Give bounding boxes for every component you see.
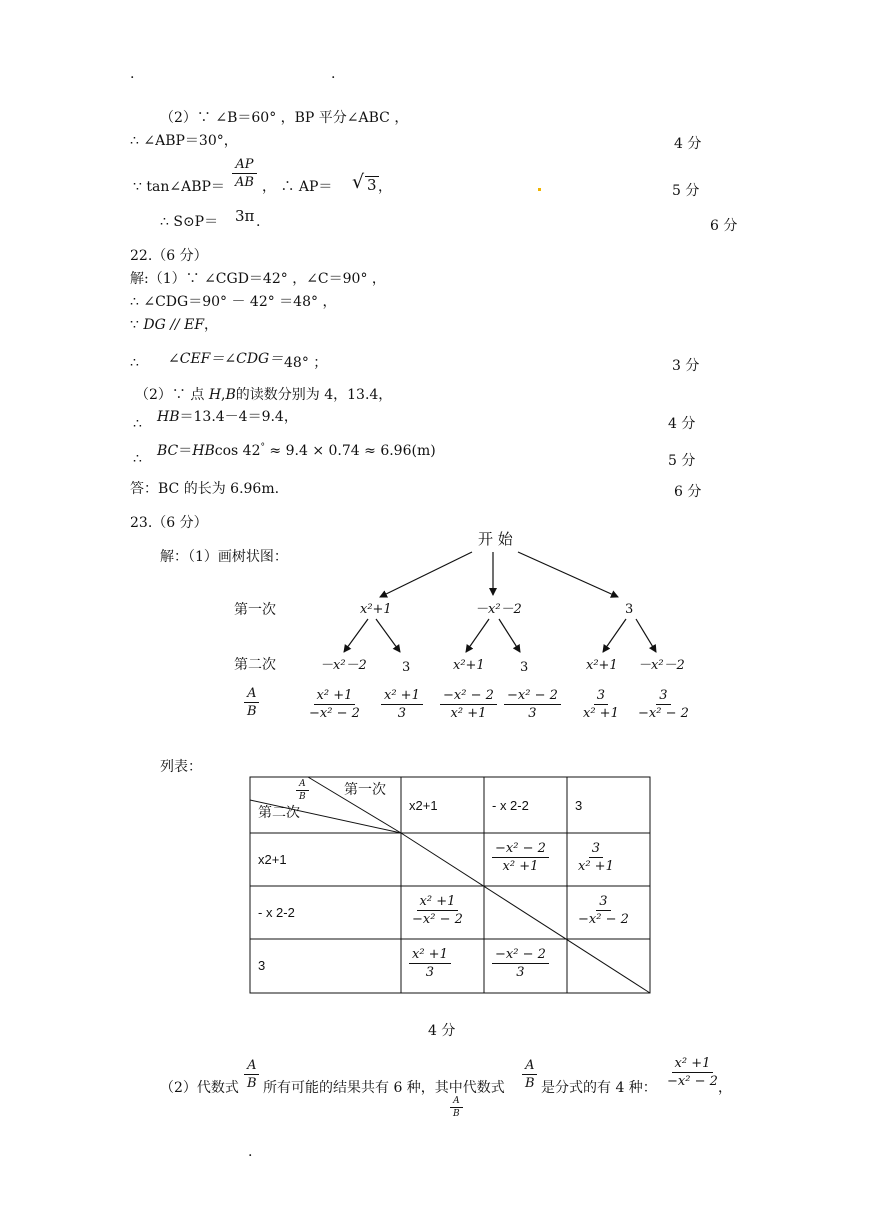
fraction-numerator: −x² − 2: [492, 947, 549, 964]
footer-dot: .: [248, 1144, 253, 1160]
q22-line6-therefore: ∴: [133, 416, 142, 432]
q22-line7-hb: HB: [192, 443, 215, 459]
q22-line5-comma: ,: [221, 387, 226, 403]
fraction-denominator: B: [247, 1076, 257, 1091]
q21-line1: （2）∵ ∠B＝60° ，BP 平分∠ABC ，: [160, 110, 409, 126]
tree-level2-label: 第二次: [234, 657, 276, 673]
q22-line3-prefix: ∵: [130, 317, 144, 333]
fraction-numerator: 3: [656, 688, 670, 705]
fraction-denominator: B: [247, 704, 257, 719]
fraction-denominator: −x² − 2: [309, 706, 360, 721]
q22-answer-score: 6 分: [674, 484, 702, 500]
q22-line3-suffix: ，: [204, 317, 219, 333]
q21-line4-value: 3π: [235, 207, 255, 225]
fraction-numerator: AP: [232, 157, 256, 174]
table-cell-r3-c1: [409, 947, 451, 980]
fraction-numerator: −x² − 2: [440, 688, 497, 705]
q22-line5-b: B: [225, 387, 236, 403]
tree-first-node-1: x²+1: [360, 602, 392, 617]
fraction-numerator: A: [522, 1058, 537, 1075]
table-label: 列表：: [160, 759, 202, 775]
q21-line4-text: ∴ S⊙P＝: [160, 214, 219, 230]
q22-line6-calc: ＝13.4－4＝9.4，: [179, 409, 298, 425]
table-cell-r3-c2: [492, 947, 549, 980]
tree-second-node-4: 3: [520, 660, 529, 675]
q21-sqrt-value: 3: [367, 176, 377, 194]
q22-line4-score: 3 分: [672, 358, 700, 374]
q22-answer: 答：BC 的长为 6.96m.: [130, 481, 280, 497]
fraction-denominator: x² +1: [450, 706, 487, 721]
fraction-numerator: 3: [594, 688, 608, 705]
table-row-header-3: 3: [258, 958, 266, 973]
q22-line6-score: 4 分: [668, 416, 696, 432]
table-row-header-1: x2+1: [258, 852, 287, 867]
q22-line7-score: 5 分: [668, 453, 696, 469]
fraction-numerator: A: [244, 686, 259, 703]
q22-line3-parallel: DG // EF: [143, 317, 205, 333]
fraction-denominator: 3: [516, 965, 525, 980]
q21-line3-end: ，: [378, 179, 392, 195]
q22-line7-result: ≈ 9.4 × 0.74 ≈ 6.96(m): [264, 443, 436, 459]
fraction-denominator: x² +1: [502, 859, 539, 874]
tree-first-node-3: 3: [625, 602, 634, 617]
tree-first-node-2: －x²－2: [475, 602, 522, 617]
fraction-numerator: x² +1: [314, 688, 356, 705]
fraction-numerator: A: [244, 1058, 259, 1075]
fraction-denominator: 3: [528, 706, 537, 721]
q22-line5-suffix: 的读数分别为 4，13.4，: [235, 387, 393, 403]
fraction-denominator: B: [453, 1109, 460, 1119]
fraction-denominator: −x² − 2: [638, 706, 689, 721]
tree-second-node-2: 3: [402, 660, 411, 675]
tree-level1-label: 第一次: [234, 602, 276, 618]
fraction-denominator: x² +1: [578, 859, 614, 874]
table-cell-r1-c3: [575, 841, 617, 874]
q23-part2-fraction-1: [244, 1058, 260, 1091]
fraction-denominator: 3: [425, 965, 435, 980]
tree-second-node-3: x²+1: [453, 658, 485, 673]
q22-line7-bc: BC: [157, 443, 179, 459]
fraction-numerator: x² +1: [417, 894, 459, 911]
fraction-denominator: −x² − 2: [412, 912, 463, 927]
fraction-denominator: 3: [397, 706, 407, 721]
fraction-denominator: B: [299, 792, 306, 802]
q23-part2-suffix: 是分式的有 4 种：: [541, 1080, 657, 1096]
table-row-header-2: - x 2-2: [258, 905, 295, 920]
tree-second-node-6: －x²－2: [638, 658, 685, 673]
fraction-denominator: AB: [235, 175, 254, 190]
fraction-numerator: −x² − 2: [492, 841, 549, 858]
q21-line2: ∴ ∠ABP＝30°，: [130, 133, 238, 149]
table-score: 4 分: [428, 1023, 456, 1039]
q22-line4-therefore: ∴: [130, 355, 139, 371]
q22-line5-prefix: （2）∵ 点: [135, 387, 205, 403]
q23-intro: 解：（1）画树状图：: [160, 549, 288, 565]
table-corner-bottom: 第二次: [258, 805, 300, 821]
q22-line7-therefore: ∴: [133, 451, 142, 467]
fraction-denominator: −x² − 2: [667, 1074, 718, 1089]
fraction-numerator: A: [296, 779, 309, 791]
q21-line2-score: 4 分: [674, 136, 702, 152]
q22-title: 22.（6 分）: [130, 248, 208, 264]
fraction-denominator: −x² − 2: [578, 912, 629, 927]
q23-part2-end: ，: [718, 1080, 732, 1096]
q21-line4-end: .: [256, 214, 261, 230]
table-corner-top: 第一次: [344, 782, 386, 798]
sqrt-icon: √: [352, 171, 365, 193]
q22-line6-hb: HB: [157, 409, 180, 425]
fraction-numerator: 3: [596, 894, 610, 911]
q23-part2-middle: 所有可能的结果共有 6 种，其中代数式: [263, 1080, 505, 1096]
q22-line5-h: H: [208, 387, 222, 403]
q21-line3-score: 5 分: [672, 183, 700, 199]
q21-line4-score: 6 分: [710, 218, 738, 234]
fraction-numerator: A: [450, 1096, 463, 1108]
q21-line3-mid: ， ∴ AP＝: [262, 179, 333, 195]
table-cell-r2-c1: [409, 894, 466, 927]
q22-line7-cos: cos 42: [214, 443, 261, 459]
tree-second-node-5: x²+1: [586, 658, 618, 673]
q22-line4-equation: ∠CEF＝∠CDG＝: [168, 351, 284, 367]
q23-part2-fraction-2: [522, 1058, 538, 1091]
q22-line2: ∴ ∠CDG＝90° － 42° ＝48° ，: [130, 294, 337, 310]
fraction-denominator: B: [525, 1076, 535, 1091]
q22-line4-value: 48° ；: [284, 355, 328, 371]
q22-line7-degree: °: [260, 442, 265, 453]
table-col-header-2: - x 2-2: [492, 798, 529, 813]
table-cell-r2-c3: [575, 894, 632, 927]
table-col-header-1: x2+1: [409, 798, 438, 813]
fraction-denominator: x² +1: [583, 706, 619, 721]
fraction-numerator: x² +1: [381, 688, 423, 705]
q21-line3-text: ∵ tan∠ABP＝: [133, 179, 225, 195]
table-col-header-3: 3: [575, 798, 583, 813]
q23-part2-prefix: （2）代数式: [160, 1080, 239, 1096]
tree-start: 开 始: [478, 530, 513, 548]
q23-part2-result-fraction: [664, 1056, 721, 1089]
header-dot-left: .: [130, 66, 135, 82]
q22-line7-eq: ＝: [178, 443, 193, 459]
fraction-numerator: x² +1: [672, 1056, 714, 1073]
table-cell-r1-c2: [492, 841, 549, 874]
q23-title: 23.（6 分）: [130, 515, 208, 531]
fraction-numerator: 3: [589, 841, 603, 858]
q22-line1: 解:（1）∵ ∠CGD＝42° ，∠C＝90° ，: [130, 271, 386, 287]
fraction-numerator: −x² − 2: [504, 688, 561, 705]
tree-second-node-1: －x²－2: [320, 658, 367, 673]
fraction-numerator: x² +1: [409, 947, 451, 964]
table-corner-ab: [296, 779, 309, 802]
header-dot-right: .: [331, 66, 336, 82]
q23-part2-small-fraction: [450, 1096, 463, 1119]
